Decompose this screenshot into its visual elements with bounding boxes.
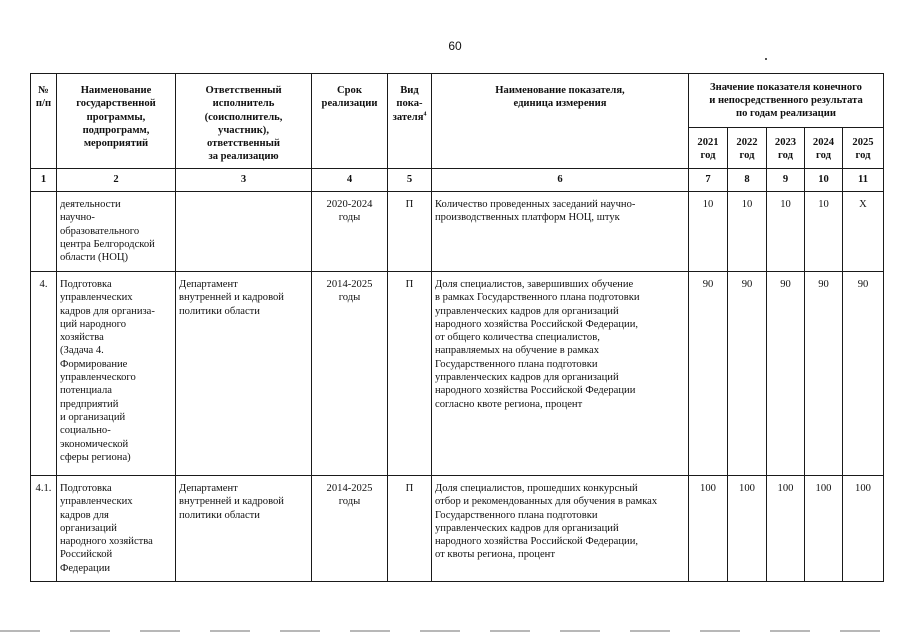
value-2021: 10: [689, 192, 728, 272]
indicator-name: Количество проведенных заседаний научно- производственных платформ НОЦ, штук: [432, 192, 689, 272]
indicator-type: П: [388, 476, 432, 582]
header-year-2021: 2021 год: [689, 128, 728, 169]
responsible-executor: Департамент внутренней и кадровой политики области: [176, 272, 312, 476]
column-number: 6: [432, 169, 689, 192]
value-2024: 90: [805, 272, 843, 476]
value-2023: 90: [767, 272, 805, 476]
header-col-6: Наименование показателя, единица измерения: [432, 74, 689, 169]
table-row: [31, 192, 884, 272]
header-year-2022: 2022 год: [728, 128, 767, 169]
value-2022: 90: [728, 272, 767, 476]
header-col-5-footnote: 4: [423, 111, 427, 118]
column-number: 1: [31, 169, 57, 192]
program-name: деятельности научно- образовательного центра Белгородской области (НОЦ): [57, 192, 176, 272]
header-year-2025: 2025 год: [843, 128, 884, 169]
column-number: 3: [176, 169, 312, 192]
indicator-type: П: [388, 192, 432, 272]
indicator-type: П: [388, 272, 432, 476]
value-2023: 10: [767, 192, 805, 272]
column-number: 4: [312, 169, 388, 192]
implementation-period: 2020-2024 годы: [312, 192, 388, 272]
program-name: Подготовка управленческих кадров для организаций народного хозяйства Российской Федерации: [57, 476, 176, 582]
header-col-5-text: Вид пока- зателя: [392, 85, 424, 123]
header-year-2024: 2024 год: [805, 128, 843, 169]
implementation-period: 2014-2025 годы: [312, 476, 388, 582]
responsible-executor: [176, 192, 312, 272]
value-2024: 10: [805, 192, 843, 272]
row-number: 4.1.: [31, 476, 57, 582]
implementation-period: 2014-2025 годы: [312, 272, 388, 476]
responsible-executor: Департамент внутренней и кадровой политики области: [176, 476, 312, 582]
table-row: [31, 476, 884, 582]
value-2022: 10: [728, 192, 767, 272]
scan-speck: [765, 58, 767, 60]
row-number: [31, 192, 57, 272]
scan-bottom-edge: [0, 630, 905, 632]
table-row: [31, 272, 884, 476]
value-2021: 90: [689, 272, 728, 476]
indicator-name: Доля специалистов, прошедших конкурсный отбор и рекомендованных для обучения в рамках Государственного плана подготовки управленческих кадров для организаций народного хозяйства Российской Федерации, от квоты региона, процент: [432, 476, 689, 582]
column-number-row: [31, 169, 884, 192]
value-2025: Х: [843, 192, 884, 272]
value-2025: 90: [843, 272, 884, 476]
column-number: 8: [728, 169, 767, 192]
column-number: 7: [689, 169, 728, 192]
value-2024: 100: [805, 476, 843, 582]
value-2025: 100: [843, 476, 884, 582]
header-col-2: Наименование государственной программы, подпрограмм, мероприятий: [57, 74, 176, 169]
column-number: 2: [57, 169, 176, 192]
value-2023: 100: [767, 476, 805, 582]
column-number: 10: [805, 169, 843, 192]
row-number: 4.: [31, 272, 57, 476]
page-number: 60: [448, 39, 462, 53]
header-col-4: Срок реализации: [312, 74, 388, 169]
header-col-5: [388, 74, 432, 169]
indicator-name: Доля специалистов, завершивших обучение в рамках Государственного плана подготовки управленческих кадров для организаций народного хозяйства Российской Федерации, от общего количества специалистов, направляемых на обучение в рамках Государственного плана подготовки управленческих кадров для организаций народного хозяйства Российской Федерации согласно квоте региона, процент: [432, 272, 689, 476]
header-col-3: Ответственный исполнитель (соисполнитель, участник), ответственный за реализацию: [176, 74, 312, 169]
column-number: 5: [388, 169, 432, 192]
program-name: Подготовка управленческих кадров для организа- ций народного хозяйства (Задача 4. Формирование управленческого потенциала предприятий и организаций социально- экономической сферы региона): [57, 272, 176, 476]
header-row-1: [31, 74, 884, 128]
column-number: 11: [843, 169, 884, 192]
header-group-values: Значение показателя конечного и непосредственного результата по годам реализации: [689, 74, 884, 128]
column-number: 9: [767, 169, 805, 192]
header-year-2023: 2023 год: [767, 128, 805, 169]
value-2022: 100: [728, 476, 767, 582]
value-2021: 100: [689, 476, 728, 582]
header-col-1: № п/п: [31, 74, 57, 169]
indicators-table: [30, 73, 884, 582]
